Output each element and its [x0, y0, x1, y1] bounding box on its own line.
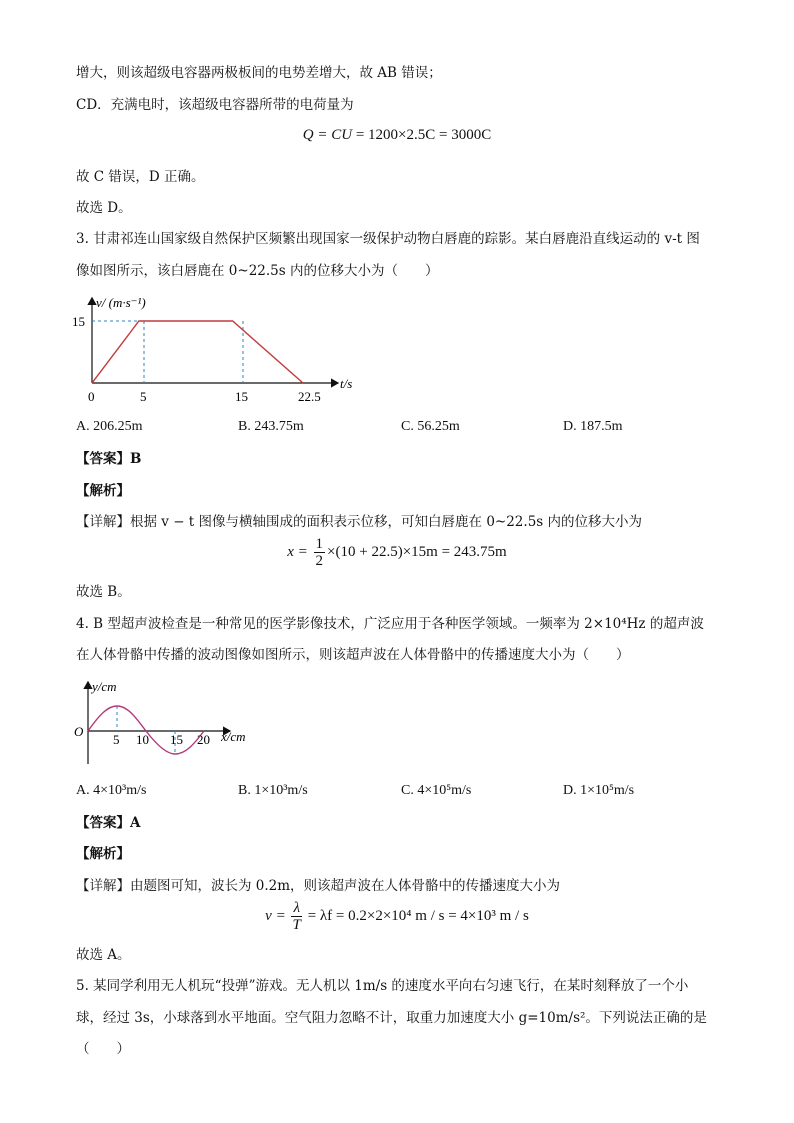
y-axis-label: v/ (m·s⁻¹): [96, 295, 146, 310]
option-c: C. 4×10⁵m/s: [401, 783, 472, 798]
option-c: C. 56.25m: [401, 419, 460, 434]
origin-label: O: [74, 724, 84, 739]
formula-post: ×(10 + 22.5)×15m = 243.75m: [327, 543, 507, 560]
x-tick-5: 5: [140, 389, 147, 404]
vt-series-line: [92, 321, 303, 383]
frac-numerator: 1: [315, 536, 324, 552]
analysis-label: 【解析】: [76, 846, 130, 862]
formula-pre: x =: [287, 543, 312, 560]
formula-displacement: [0, 536, 794, 569]
x-tick-15: 15: [235, 389, 248, 404]
conclusion: 故选 B。: [76, 584, 131, 600]
y-tick-15: 15: [72, 314, 85, 329]
formula-rhs: = 1200×2.5C = 3000C: [352, 127, 492, 143]
question-5-stem: 球，经过 3s，小球落到水平地面。空气阻力忽略不计，取重力加速度大小 g=10m/s²。下列说法正确的是: [76, 1010, 707, 1026]
frac-denominator: 2: [315, 553, 324, 569]
vt-graph: [60, 290, 380, 405]
x-axis-label: x/cm: [221, 729, 246, 744]
wave-graph: [70, 676, 270, 766]
text-line: 故 C 错误，D 正确。: [76, 169, 205, 185]
formula-speed: [0, 900, 794, 933]
answer-label: 【答案】A: [76, 815, 141, 831]
question-3-stem: 3. 甘肃祁连山国家级自然保护区频繁出现国家一级保护动物白唇鹿的踪影。某白唇鹿沿直线运动的 v-t 图: [76, 231, 700, 247]
x-tick-10: 10: [136, 732, 149, 747]
answer-label: 【答案】B: [76, 451, 142, 467]
formula-lhs: Q = CU: [302, 127, 353, 143]
detail-text: 【详解】由题图可知，波长为 0.2m，则该超声波在人体骨骼中的传播速度大小为: [76, 878, 561, 894]
x-tick-20: 20: [197, 732, 210, 747]
option-b: B. 243.75m: [238, 419, 304, 434]
option-b: B. 1×10³m/s: [238, 783, 308, 798]
formula-charge: [0, 127, 794, 144]
option-a: A. 4×10³m/s: [76, 783, 147, 798]
option-d: D. 187.5m: [563, 419, 623, 434]
formula-pre: v =: [265, 907, 290, 924]
question-5-stem: （ ）: [76, 1041, 130, 1057]
question-5-stem: 5. 某同学利用无人机玩“投弹”游戏。无人机以 1m/s 的速度水平向右匀速飞行，在某时刻释放了一个小: [76, 978, 689, 994]
text-line: 故选 D。: [76, 200, 132, 216]
x-axis-label: t/s: [340, 376, 353, 391]
option-a: A. 206.25m: [76, 419, 143, 434]
text-line: CD．充满电时，该超级电容器所带的电荷量为: [76, 97, 354, 113]
formula-post: = λf = 0.2×2×10⁴ m / s = 4×10³ m / s: [303, 907, 529, 924]
question-4-stem: 在人体骨骼中传播的波动图像如图所示，则该超声波在人体骨骼中的传播速度大小为（ ）: [76, 647, 630, 663]
analysis-label: 【解析】: [76, 483, 130, 499]
frac-denominator: T: [292, 917, 301, 933]
question-4-stem: 4. B 型超声波检查是一种常见的医学影像技术，广泛应用于各种医学领域。一频率为 2×10⁴Hz 的超声波: [76, 616, 704, 632]
conclusion: 故选 A。: [76, 947, 131, 963]
detail-text: 【详解】根据 v − t 图像与横轴围成的面积表示位移，可知白唇鹿在 0~22.5s 内的位移大小为: [76, 514, 642, 530]
frac-numerator: λ: [293, 900, 300, 916]
x-tick-0: 0: [88, 389, 95, 404]
option-d: D. 1×10⁵m/s: [563, 783, 635, 798]
x-tick-22-5: 22.5: [298, 389, 321, 404]
x-tick-5: 5: [113, 732, 120, 747]
y-axis-label: y/cm: [92, 679, 117, 694]
x-tick-15: 15: [170, 732, 183, 747]
question-3-stem: 像如图所示，该白唇鹿在 0~22.5s 内的位移大小为（ ）: [76, 263, 439, 279]
text-line: 增大，则该超级电容器两极板间的电势差增大，故 AB 错误；: [76, 65, 442, 81]
